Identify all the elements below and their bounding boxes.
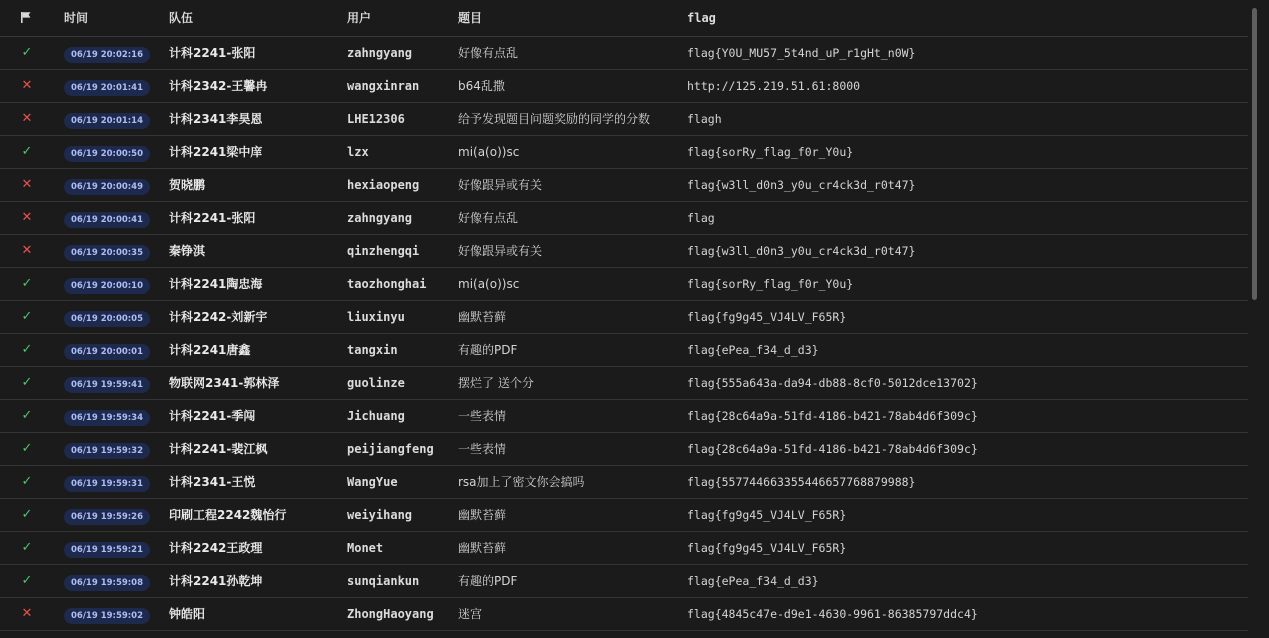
time-badge: 06/19 20:00:10 [64, 278, 150, 294]
challenge-cell [458, 498, 675, 531]
time-badge: 06/19 20:00:05 [64, 311, 150, 327]
submitted-flag: flag{555a643a-da94-db88-8cf0-5012dce13702} [687, 375, 978, 390]
team-name[interactable]: 计科2241-季闯 [169, 409, 256, 423]
team-cell [169, 366, 347, 399]
status-cell [0, 531, 64, 564]
flag-cell [675, 465, 1248, 498]
cross-icon: ✕ [21, 243, 33, 258]
submitted-flag: flag [687, 210, 715, 225]
table-row[interactable] [0, 531, 1248, 564]
table-row[interactable] [0, 564, 1248, 597]
flag-cell [675, 300, 1248, 333]
team-name[interactable]: 计科2241孙乾坤 [169, 574, 263, 588]
table-row[interactable] [0, 69, 1248, 102]
team-cell [169, 300, 347, 333]
status-cell [0, 597, 64, 630]
time-cell [64, 36, 169, 69]
time-cell [64, 531, 169, 564]
table-row[interactable] [0, 234, 1248, 267]
flag-cell [675, 564, 1248, 597]
user-name[interactable]: lzx [347, 144, 369, 159]
time-badge: 06/19 19:59:21 [64, 542, 150, 558]
time-badge: 06/19 20:01:14 [64, 113, 150, 129]
challenge-name[interactable]: 一些表情 [458, 409, 507, 423]
user-cell [347, 531, 458, 564]
submitted-flag: flag{28c64a9a-51fd-4186-b421-78ab4d6f309c} [687, 441, 978, 456]
time-badge: 06/19 20:00:01 [64, 344, 150, 360]
table-row[interactable] [0, 300, 1248, 333]
time-column-header[interactable]: 时间 [64, 0, 169, 36]
user-name[interactable]: peijiangfeng [347, 441, 434, 456]
submitted-flag: flag{Y0U_MU57_5t4nd_uP_r1gHt_n0W} [687, 45, 916, 60]
flag-cell [675, 36, 1248, 69]
time-cell [64, 102, 169, 135]
team-cell [169, 267, 347, 300]
submitted-flag: flag{557744663355446657768879988} [687, 474, 916, 489]
challenge-name[interactable]: 迷宫 [458, 607, 483, 621]
team-name[interactable]: 计科2242-刘新宇 [169, 310, 268, 324]
flag-cell [675, 366, 1248, 399]
challenge-cell [458, 531, 675, 564]
challenge-name[interactable]: rsa加上了密文你会搞吗 [458, 475, 585, 489]
team-name[interactable]: 计科2241-裴江枫 [169, 442, 268, 456]
status-cell [0, 300, 64, 333]
team-name[interactable]: 印刷工程2242魏怡行 [169, 508, 287, 522]
team-name[interactable]: 计科2241唐鑫 [169, 343, 251, 357]
time-cell [64, 465, 169, 498]
table-body [0, 36, 1248, 630]
table-row[interactable] [0, 36, 1248, 69]
status-cell [0, 432, 64, 465]
time-cell [64, 267, 169, 300]
time-badge: 06/19 19:59:32 [64, 443, 150, 459]
submitted-flag: flag{w3ll_d0n3_y0u_cr4ck3d_r0t47} [687, 243, 916, 258]
challenge-column-header[interactable]: 题目 [458, 0, 675, 36]
challenge-name[interactable]: 好像有点乱 [458, 211, 519, 225]
challenge-cell [458, 366, 675, 399]
status-cell [0, 333, 64, 366]
submitted-flag: flag{4845c47e-d9e1-4630-9961-86385797ddc4} [687, 606, 978, 621]
challenge-name[interactable]: 幽默苔藓 [458, 508, 507, 522]
check-icon: ✓ [21, 276, 33, 291]
status-column-header [0, 0, 64, 36]
challenge-cell [458, 333, 675, 366]
time-cell [64, 300, 169, 333]
challenge-name[interactable]: 有趣的PDF [458, 574, 518, 588]
user-name[interactable]: tangxin [347, 342, 398, 357]
status-cell [0, 564, 64, 597]
team-name[interactable]: 计科2241-张阳 [169, 46, 256, 60]
check-icon: ✓ [21, 507, 33, 522]
header-row [0, 0, 1248, 36]
time-badge: 06/19 20:00:50 [64, 146, 150, 162]
time-badge: 06/19 20:01:41 [64, 80, 150, 96]
challenge-name[interactable]: 摆烂了 送个分 [458, 376, 534, 390]
user-cell [347, 267, 458, 300]
status-cell [0, 366, 64, 399]
vertical-scrollbar[interactable] [1252, 8, 1257, 300]
team-name[interactable]: 计科2241梁中庠 [169, 145, 263, 159]
user-cell [347, 201, 458, 234]
user-name[interactable]: ZhongHaoyang [347, 606, 434, 621]
check-icon: ✓ [21, 144, 33, 159]
flag-cell [675, 333, 1248, 366]
submitted-flag: flag{fg9g45_VJ4LV_F65R} [687, 507, 847, 522]
challenge-name[interactable]: 一些表情 [458, 442, 507, 456]
challenge-name[interactable]: mi(a(o))sc [458, 144, 520, 159]
team-cell [169, 36, 347, 69]
team-name[interactable]: 计科2341李昊恩 [169, 112, 263, 126]
flag-cell [675, 399, 1248, 432]
team-name[interactable]: 计科2341-王悦 [169, 475, 256, 489]
team-cell [169, 135, 347, 168]
cross-icon: ✕ [21, 78, 33, 93]
status-cell [0, 69, 64, 102]
user-cell [347, 432, 458, 465]
status-cell [0, 135, 64, 168]
team-cell [169, 597, 347, 630]
time-cell [64, 399, 169, 432]
flag-column-header[interactable]: flag [675, 0, 1248, 36]
submitted-flag: flag{ePea_f34_d_d3} [687, 342, 819, 357]
team-cell [169, 498, 347, 531]
team-cell [169, 531, 347, 564]
status-cell [0, 399, 64, 432]
team-name[interactable]: 计科2241陶忠海 [169, 277, 263, 291]
time-badge: 06/19 19:59:08 [64, 575, 150, 591]
team-cell [169, 168, 347, 201]
status-cell [0, 267, 64, 300]
team-cell [169, 234, 347, 267]
challenge-cell [458, 168, 675, 201]
status-cell [0, 465, 64, 498]
user-cell [347, 36, 458, 69]
time-badge: 06/19 19:59:41 [64, 377, 150, 393]
team-cell [169, 102, 347, 135]
table-row[interactable] [0, 498, 1248, 531]
time-badge: 06/19 20:00:41 [64, 212, 150, 228]
table-row[interactable] [0, 597, 1248, 630]
submitted-flag: flagh [687, 111, 722, 126]
user-name[interactable]: liuxinyu [347, 309, 405, 324]
challenge-name[interactable]: 幽默苔藓 [458, 310, 507, 324]
challenge-name[interactable]: 好像有点乱 [458, 46, 519, 60]
team-column-header[interactable]: 队伍 [169, 0, 347, 36]
submitted-flag: flag{28c64a9a-51fd-4186-b421-78ab4d6f309c} [687, 408, 978, 423]
challenge-cell [458, 102, 675, 135]
user-cell [347, 564, 458, 597]
user-cell [347, 465, 458, 498]
user-name[interactable]: Jichuang [347, 408, 405, 423]
flag-cell [675, 168, 1248, 201]
challenge-cell [458, 201, 675, 234]
challenge-name[interactable]: 好像跟异或有关 [458, 178, 543, 192]
check-icon: ✓ [21, 441, 33, 456]
check-icon: ✓ [21, 573, 33, 588]
team-cell [169, 564, 347, 597]
user-name[interactable]: wangxinran [347, 78, 420, 93]
time-cell [64, 201, 169, 234]
cross-icon: ✕ [21, 210, 33, 225]
check-icon: ✓ [21, 309, 33, 324]
check-icon: ✓ [21, 375, 33, 390]
table-row[interactable] [0, 465, 1248, 498]
time-cell [64, 234, 169, 267]
challenge-name[interactable]: 有趣的PDF [458, 343, 518, 357]
time-badge: 06/19 19:59:26 [64, 509, 150, 525]
cross-icon: ✕ [21, 606, 33, 621]
user-name[interactable]: zahngyang [347, 45, 413, 60]
flag-cell [675, 267, 1248, 300]
flag-cell [675, 135, 1248, 168]
user-name[interactable]: hexiaopeng [347, 177, 420, 192]
table-row[interactable] [0, 432, 1248, 465]
time-cell [64, 168, 169, 201]
user-column-header[interactable]: 用户 [347, 0, 458, 36]
challenge-cell [458, 135, 675, 168]
flag-cell [675, 102, 1248, 135]
time-badge: 06/19 20:00:49 [64, 179, 150, 195]
time-badge: 06/19 19:59:34 [64, 410, 150, 426]
team-cell [169, 333, 347, 366]
status-cell [0, 201, 64, 234]
user-name[interactable]: weiyihang [347, 507, 413, 522]
status-cell [0, 168, 64, 201]
user-cell [347, 234, 458, 267]
time-cell [64, 333, 169, 366]
user-cell [347, 597, 458, 630]
status-cell [0, 102, 64, 135]
user-name[interactable]: guolinze [347, 375, 405, 390]
time-badge: 06/19 19:59:02 [64, 608, 150, 624]
challenge-cell [458, 399, 675, 432]
team-cell [169, 465, 347, 498]
time-cell [64, 498, 169, 531]
team-cell [169, 432, 347, 465]
team-name[interactable]: 贺晓鹏 [169, 178, 206, 192]
user-name[interactable]: sunqiankun [347, 573, 420, 588]
cross-icon: ✕ [21, 111, 33, 126]
time-badge: 06/19 20:00:35 [64, 245, 150, 261]
submitted-flag: http://125.219.51.61:8000 [687, 78, 861, 93]
challenge-cell [458, 36, 675, 69]
challenge-cell [458, 234, 675, 267]
challenge-name[interactable]: 给予发现题目问题奖励的同学的分数 [458, 112, 651, 126]
user-name[interactable]: qinzhengqi [347, 243, 420, 258]
flag-cell [675, 201, 1248, 234]
challenge-name[interactable]: 好像跟异或有关 [458, 244, 543, 258]
time-cell [64, 135, 169, 168]
status-cell [0, 234, 64, 267]
user-cell [347, 69, 458, 102]
flag-cell [675, 597, 1248, 630]
time-cell [64, 432, 169, 465]
time-cell [64, 366, 169, 399]
team-name[interactable]: 物联网2341-郭林泽 [169, 376, 280, 390]
check-icon: ✓ [21, 408, 33, 423]
flag-cell [675, 234, 1248, 267]
team-cell [169, 201, 347, 234]
time-cell [64, 69, 169, 102]
challenge-name[interactable]: b64乱撒 [458, 79, 505, 93]
time-cell [64, 597, 169, 630]
user-cell [347, 366, 458, 399]
team-cell [169, 399, 347, 432]
challenge-cell [458, 597, 675, 630]
user-name[interactable]: LHE12306 [347, 111, 405, 126]
flag-cell [675, 69, 1248, 102]
challenge-cell [458, 300, 675, 333]
submitted-flag: flag{fg9g45_VJ4LV_F65R} [687, 540, 847, 555]
submitted-flag: flag{sorRy_flag_f0r_Y0u} [687, 144, 854, 159]
table-row[interactable] [0, 366, 1248, 399]
flag-cell [675, 498, 1248, 531]
challenge-cell [458, 432, 675, 465]
user-cell [347, 498, 458, 531]
user-cell [347, 300, 458, 333]
submitted-flag: flag{ePea_f34_d_d3} [687, 573, 819, 588]
team-name[interactable]: 计科2242王政理 [169, 541, 263, 555]
submitted-flag: flag{w3ll_d0n3_y0u_cr4ck3d_r0t47} [687, 177, 916, 192]
flag-cell [675, 432, 1248, 465]
team-name[interactable]: 计科2342-王馨冉 [169, 79, 268, 93]
challenge-name[interactable]: 幽默苔藓 [458, 541, 507, 555]
check-icon: ✓ [21, 474, 33, 489]
challenge-cell [458, 267, 675, 300]
user-name[interactable]: taozhonghai [347, 276, 427, 291]
table-row[interactable] [0, 267, 1248, 300]
flag-icon [20, 11, 32, 23]
user-cell [347, 399, 458, 432]
table-row[interactable] [0, 333, 1248, 366]
user-cell [347, 135, 458, 168]
status-cell [0, 36, 64, 69]
table-row[interactable] [0, 135, 1248, 168]
user-cell [347, 102, 458, 135]
flag-cell [675, 531, 1248, 564]
status-cell [0, 498, 64, 531]
check-icon: ✓ [21, 342, 33, 357]
table-row[interactable] [0, 102, 1248, 135]
team-name[interactable]: 秦铮淇 [169, 244, 206, 258]
time-badge: 06/19 20:02:16 [64, 47, 150, 63]
submitted-flag: flag{fg9g45_VJ4LV_F65R} [687, 309, 847, 324]
table-row[interactable] [0, 168, 1248, 201]
user-cell [347, 168, 458, 201]
table-header [0, 0, 1248, 36]
user-cell [347, 333, 458, 366]
check-icon: ✓ [21, 540, 33, 555]
challenge-name[interactable]: mi(a(o))sc [458, 276, 520, 291]
table-row[interactable] [0, 399, 1248, 432]
table-row[interactable] [0, 201, 1248, 234]
team-name[interactable]: 计科2241-张阳 [169, 211, 256, 225]
team-name[interactable]: 钟皓阳 [169, 607, 206, 621]
challenge-cell [458, 69, 675, 102]
user-name[interactable]: WangYue [347, 474, 398, 489]
time-cell [64, 564, 169, 597]
challenge-cell [458, 465, 675, 498]
check-icon: ✓ [21, 45, 33, 60]
time-badge: 06/19 19:59:31 [64, 476, 150, 492]
user-name[interactable]: zahngyang [347, 210, 413, 225]
user-name[interactable]: Monet [347, 540, 384, 555]
team-cell [169, 69, 347, 102]
challenge-cell [458, 564, 675, 597]
cross-icon: ✕ [21, 177, 33, 192]
submitted-flag: flag{sorRy_flag_f0r_Y0u} [687, 276, 854, 291]
